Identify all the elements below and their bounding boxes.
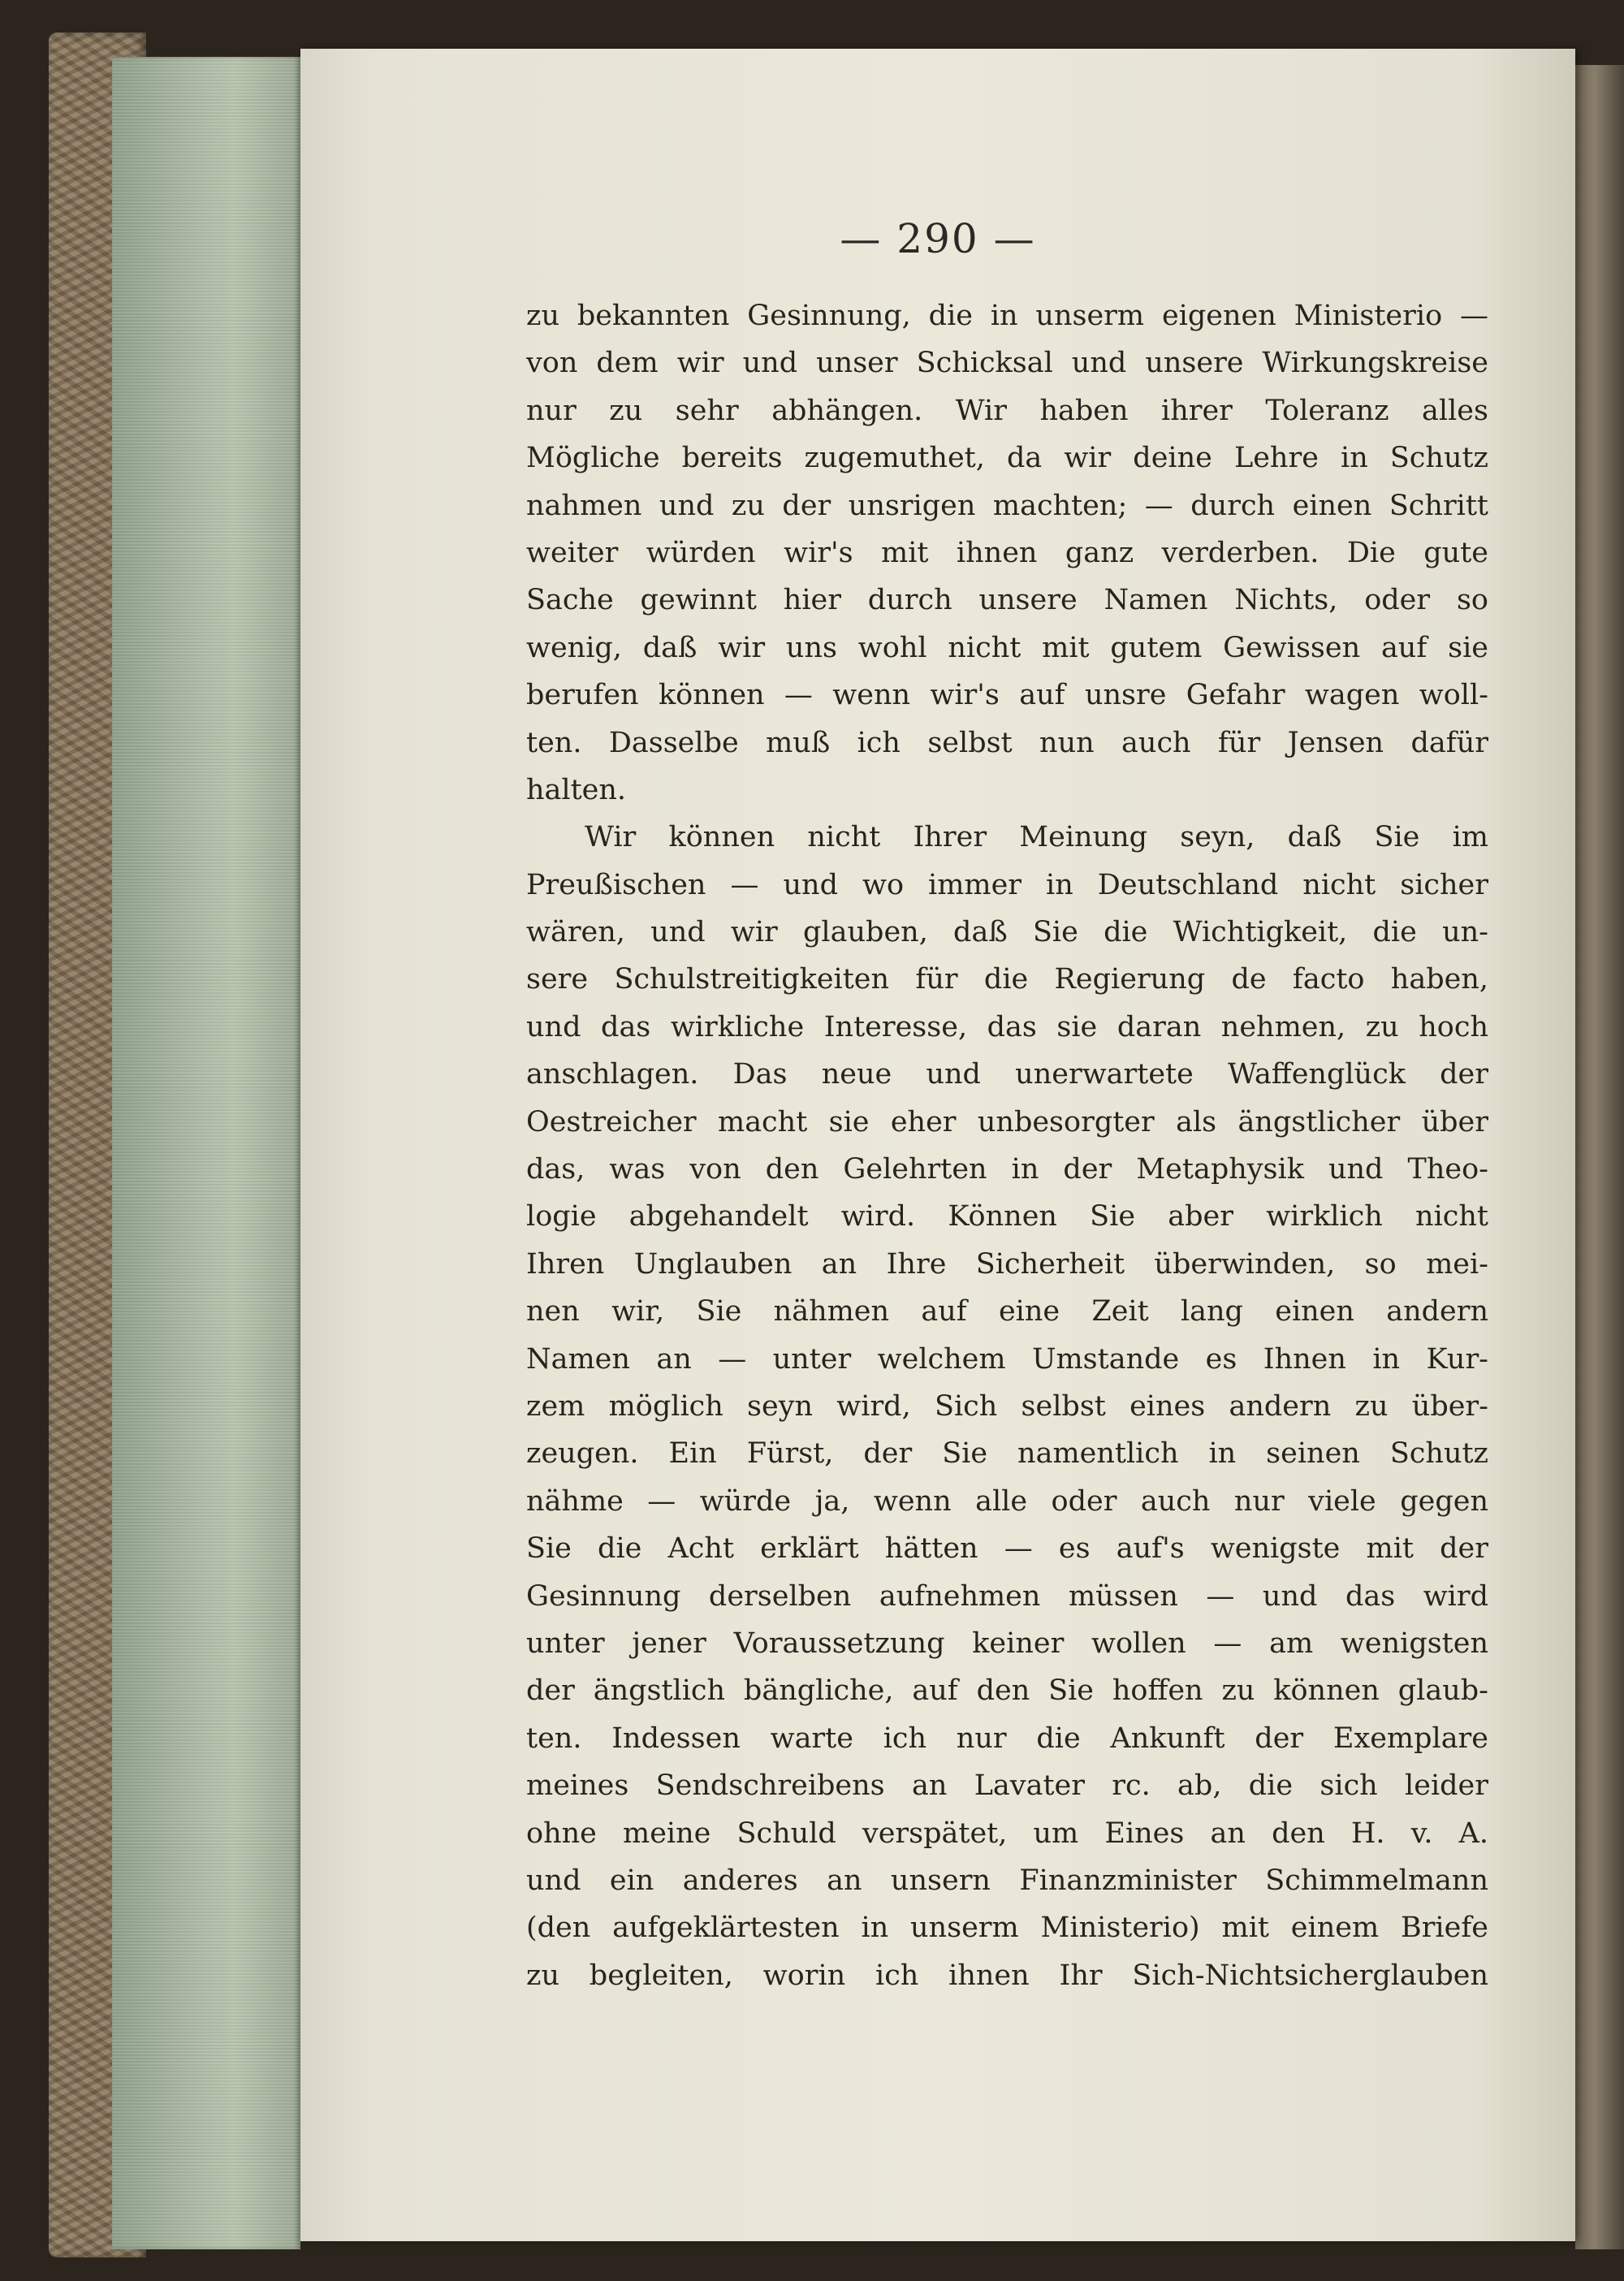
- body-text: [526, 292, 1488, 1999]
- text-line: sere Schulstreitigkeiten für die Regierung de facto haben,: [526, 963, 1488, 996]
- text-line: nähme — würde ja, wenn alle oder auch nur viele gegen: [526, 1484, 1488, 1518]
- text-line: weiter würden wir's mit ihnen ganz verderben. Die gute: [526, 536, 1488, 569]
- text-line: von dem wir und unser Schicksal und unsere Wirkungskreise: [526, 347, 1488, 380]
- page-number: — 290 —: [840, 215, 1036, 262]
- text-line: Oestreicher macht sie eher unbesorgter als ängstlicher über: [526, 1105, 1488, 1138]
- paragraph-end-line: halten.: [526, 773, 627, 806]
- text-line: zu bekannten Gesinnung, die in unserm eigenen Ministerio —: [526, 300, 1488, 332]
- text-line: das, was von den Gelehrten in der Metaphysik und Theo-: [526, 1153, 1488, 1186]
- text-line: Gesinnung derselben aufnehmen müssen — und das wird: [526, 1579, 1488, 1613]
- text-line: und ein anderes an unsern Finanzminister Schimmelmann: [526, 1864, 1488, 1897]
- text-line: zu begleiten, worin ich ihnen Ihr Sich-Nichtsicherglauben: [526, 1959, 1488, 1992]
- text-line: Ihren Unglauben an Ihre Sicherheit überwinden, so mei-: [526, 1247, 1488, 1281]
- text-line: ohne meine Schuld verspätet, um Eines an den H. v. A.: [526, 1817, 1488, 1850]
- paragraph-start-line: Wir können nicht Ihrer Meinung seyn, daß Sie im: [585, 821, 1488, 854]
- text-line: nen wir, Sie nähmen auf eine Zeit lang einen andern: [526, 1295, 1488, 1328]
- text-line: zeugen. Ein Fürst, der Sie namentlich in seinen Schutz: [526, 1437, 1488, 1471]
- text-line: berufen können — wenn wir's auf unsre Gefahr wagen woll-: [526, 679, 1488, 712]
- text-line: Preußischen — und wo immer in Deutschland nicht sicher: [526, 868, 1488, 901]
- text-line: nahmen und zu der unsrigen machten; — durch einen Schritt: [526, 489, 1488, 522]
- text-line: logie abgehandelt wird. Können Sie aber wirklich nicht: [526, 1200, 1488, 1233]
- text-line: anschlagen. Das neue und unerwartete Waffenglück der: [526, 1058, 1488, 1091]
- text-line: wären, und wir glauben, daß Sie die Wichtigkeit, die un-: [526, 916, 1488, 949]
- text-line: Sie die Acht erklärt hätten — es auf's wenigste mit der: [526, 1532, 1488, 1566]
- text-line: unter jener Voraussetzung keiner wollen — am wenigsten: [526, 1627, 1488, 1660]
- text-line: zem möglich seyn wird, Sich selbst eines andern zu über-: [526, 1389, 1488, 1423]
- book-page: [300, 49, 1575, 2241]
- text-line: meines Sendschreibens an Lavater rc. ab, die sich leider: [526, 1769, 1488, 1803]
- cover-right-edge: [1575, 65, 1624, 2249]
- text-line: wenig, daß wir uns wohl nicht mit gutem Gewissen auf sie: [526, 631, 1488, 664]
- text-line: ten. Indessen warte ich nur die Ankunft der Exemplare: [526, 1722, 1488, 1755]
- text-line: (den aufgeklärtesten in unserm Ministerio) mit einem Briefe: [526, 1912, 1488, 1945]
- text-line: und das wirkliche Interesse, das sie daran nehmen, zu hoch: [526, 1010, 1488, 1043]
- text-line: nur zu sehr abhängen. Wir haben ihrer Toleranz alles: [526, 394, 1488, 427]
- text-line: der ängstlich bängliche, auf den Sie hoffen zu können glaub-: [526, 1674, 1488, 1708]
- text-line: Mögliche bereits zugemuthet, da wir deine Lehre in Schutz: [526, 442, 1488, 475]
- page-block-edge: [112, 57, 300, 2249]
- text-line: Namen an — unter welchem Umstande es Ihnen in Kur-: [526, 1342, 1488, 1376]
- text-line: Sache gewinnt hier durch unsere Namen Nichts, oder so: [526, 584, 1488, 617]
- text-line: ten. Dasselbe muß ich selbst nun auch für Jensen dafür: [526, 726, 1488, 759]
